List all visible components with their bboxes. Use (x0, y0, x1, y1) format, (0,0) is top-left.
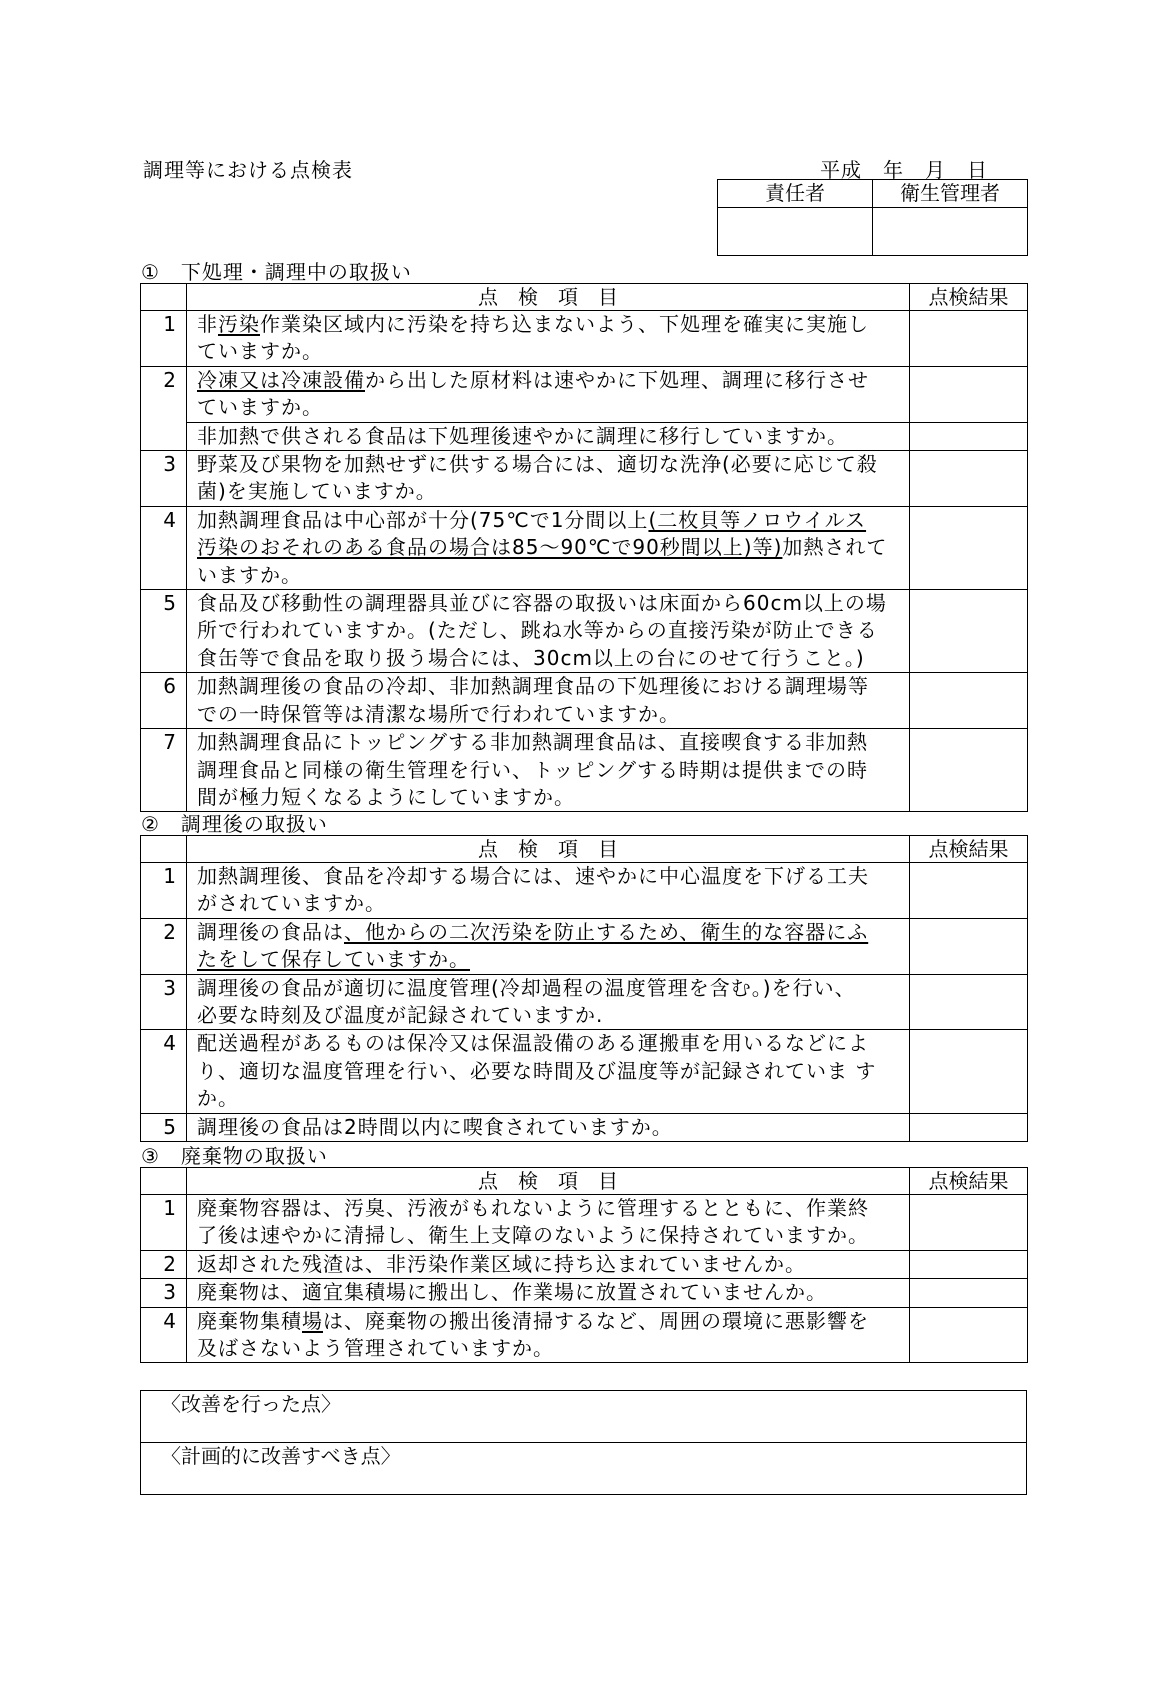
text-segment: 加熱調理食品にトッピングする非加熱調理食品は、直接喫食する非加熱 (197, 730, 868, 755)
result-cell[interactable] (910, 451, 1028, 507)
item-number: 2 (141, 1250, 187, 1278)
text-line (197, 1058, 909, 1085)
table-row (141, 422, 1028, 450)
text-segment: り、適切な温度管理を行い、必要な時間及び温度等が記録されていま す (197, 1058, 877, 1083)
hygiene-manager-header: 衛生管理者 (873, 180, 1028, 208)
table-row (141, 1030, 1028, 1113)
underlined-text: 汚染 (218, 312, 260, 336)
text-line (197, 1308, 909, 1335)
text-line (197, 890, 909, 917)
item-number: 1 (141, 1195, 187, 1251)
item-number: 3 (141, 1279, 187, 1307)
check-item-text (187, 729, 910, 812)
text-line (197, 394, 909, 421)
check-item-text (187, 506, 910, 589)
underlined-text: (二枚貝等ノロウイルス (648, 507, 867, 532)
text-segment: 加熱調理後の食品の冷却、非加熱調理食品の下処理後における調理場等 (197, 674, 869, 699)
text-line (197, 534, 909, 561)
improved-points-cell[interactable] (141, 1391, 1027, 1443)
check-item-text (187, 974, 910, 1030)
check-item-text (187, 1030, 910, 1113)
underlined-text: 冷凍又は冷凍設備 (197, 367, 365, 392)
page-title: 調理等における点検表 (143, 158, 353, 182)
item-number: 2 (141, 918, 187, 974)
result-cell[interactable] (910, 1113, 1028, 1141)
result-cell[interactable] (910, 974, 1028, 1030)
underlined-text: 汚染のおそれのある食品の場合は85～90℃で90秒間以上)等) (197, 535, 783, 560)
text-line (197, 1222, 909, 1249)
text-line (197, 562, 909, 589)
responsible-header: 責任者 (718, 180, 873, 208)
text-line (197, 1002, 909, 1029)
text-segment: 廃棄物容器は、汚臭、汚液がもれないように管理するとともに、作業終 (197, 1196, 869, 1220)
table-row (141, 918, 1028, 974)
table-row (141, 974, 1028, 1030)
text-segment: 食缶等で食品を取り扱う場合には、30cm以上の台にのせて行うこと。) (197, 645, 865, 670)
section-label: ③ 廃棄物の取扱い (141, 1144, 328, 1168)
text-line (197, 1279, 909, 1306)
text-segment: がされていますか。 (197, 891, 386, 916)
text-line (197, 367, 909, 394)
item-number: 1 (141, 863, 187, 919)
text-segment: 食品及び移動性の調理器具並びに容器の取扱いは床面から60cm以上の場 (197, 591, 887, 616)
underlined-text: 、他からの二次汚染を防止するため、衛生的な容器にふ (344, 919, 869, 944)
date-line: 平成 年 月 日 (820, 158, 988, 182)
text-segment: 調理後の食品は2時間以内に喫食されていますか。 (197, 1114, 673, 1139)
text-line (197, 451, 909, 478)
item-header: 点 検 項 目 (187, 284, 910, 311)
text-line (197, 590, 909, 617)
item-number: 4 (141, 506, 187, 589)
table-row (141, 1279, 1028, 1307)
check-item-text (187, 1250, 910, 1278)
result-cell[interactable] (910, 673, 1028, 729)
text-line (197, 673, 909, 700)
text-line (197, 507, 909, 534)
result-cell[interactable] (910, 590, 1028, 673)
text-segment: 配送過程があるものは保冷又は保温設備のある運搬車を用いるなどによ (197, 1031, 869, 1056)
text-line (197, 863, 909, 890)
underlined-text: 場 (302, 1308, 323, 1333)
table-row (141, 311, 1028, 367)
result-header: 点検結果 (910, 1168, 1028, 1195)
number-header (141, 1168, 187, 1195)
item-header: 点 検 項 目 (187, 1168, 910, 1195)
signoff-table (717, 179, 1028, 256)
text-line (197, 478, 909, 505)
item-number: 6 (141, 673, 187, 729)
check-item-text (187, 366, 910, 422)
text-segment: ていますか。 (197, 339, 323, 364)
checklist-table (140, 835, 1028, 1142)
text-line (197, 1030, 909, 1057)
text-line (197, 757, 909, 784)
item-number: 1 (141, 311, 187, 367)
check-item-text (187, 863, 910, 919)
item-number: 4 (141, 1307, 187, 1363)
text-segment: 調理後の食品は (197, 919, 344, 944)
text-line (197, 311, 909, 338)
text-segment: での一時保管等は清潔な場所で行われていますか。 (197, 701, 680, 726)
planned-improvements-label: 〈計画的に改善すべき点〉 (161, 1444, 401, 1468)
table-header-row (141, 836, 1028, 863)
text-line (197, 975, 909, 1002)
text-segment: か。 (197, 1086, 239, 1111)
result-cell[interactable] (910, 311, 1028, 367)
result-cell[interactable] (910, 422, 1028, 450)
text-segment: 廃棄物集積 (197, 1308, 302, 1333)
table-header-row (141, 1168, 1028, 1195)
result-cell[interactable] (910, 1279, 1028, 1307)
checklist-table (140, 283, 1028, 812)
number-header (141, 284, 187, 311)
text-segment: 所で行われていますか。(ただし、跳ね水等からの直接汚染が防止できる (197, 618, 878, 643)
text-line (197, 645, 909, 672)
item-header: 点 検 項 目 (187, 836, 910, 863)
table-row (141, 1307, 1028, 1363)
text-line (197, 701, 909, 728)
text-segment: 加熱調理食品は中心部が十分(75℃で1分間以上 (197, 507, 649, 532)
text-segment: 非 (197, 312, 218, 336)
result-header: 点検結果 (910, 836, 1028, 863)
item-number: 4 (141, 1030, 187, 1113)
section-label: ① 下処理・調理中の取扱い (141, 260, 412, 284)
text-segment: 加熱されて (782, 535, 888, 560)
text-segment: 廃棄物は、適宜集積場に搬出し、作業場に放置されていませんか。 (197, 1280, 827, 1305)
text-segment: は、廃棄物の搬出後清掃するなど、周囲の環境に悪影響を (323, 1308, 869, 1333)
text-line (197, 1251, 909, 1278)
text-segment: 返却された残渣は、非汚染作業区域に持ち込まれていませんか。 (197, 1251, 806, 1276)
check-item-text (187, 311, 910, 367)
result-cell[interactable] (910, 918, 1028, 974)
text-segment: 野菜及び果物を加熱せずに供する場合には、適切な洗浄(必要に応じて殺 (197, 452, 878, 477)
result-cell[interactable] (910, 1250, 1028, 1278)
checklist-table (140, 1167, 1028, 1363)
check-item-text (187, 1195, 910, 1251)
text-segment: 調理後の食品が適切に温度管理(冷却過程の温度管理を含む。)を行い、 (197, 975, 856, 1000)
table-row (141, 1195, 1028, 1251)
hygiene-manager-signature-cell[interactable] (873, 208, 1028, 256)
item-number: 5 (141, 590, 187, 673)
table-row (141, 451, 1028, 507)
text-line (197, 1114, 909, 1141)
check-item-text (187, 590, 910, 673)
check-item-text (187, 673, 910, 729)
check-item-text (187, 1307, 910, 1363)
table-row (141, 863, 1028, 919)
text-segment: 必要な時刻及び温度が記録されていますか. (197, 1003, 604, 1028)
text-line (197, 617, 909, 644)
item-number: 3 (141, 974, 187, 1030)
text-line (197, 919, 909, 946)
improved-points-label: 〈改善を行った点〉 (161, 1392, 341, 1416)
text-segment: ていますか。 (197, 395, 323, 420)
underlined-text: たをして保存していますか。 (197, 947, 470, 972)
result-cell[interactable] (910, 366, 1028, 422)
number-header (141, 836, 187, 863)
text-segment: 間が極力短くなるようにしていますか。 (197, 784, 575, 809)
item-number: 3 (141, 451, 187, 507)
table-row (141, 506, 1028, 589)
text-segment: から出した原材料は速やかに下処理、調理に移行させ (365, 367, 869, 392)
text-segment: 加熱調理後、食品を冷却する場合には、速やかに中心温度を下げる工夫 (197, 864, 869, 888)
text-line (197, 1335, 909, 1362)
text-line (197, 946, 909, 973)
result-cell[interactable] (910, 1307, 1028, 1363)
text-segment: いますか。 (197, 562, 302, 587)
check-item-text (187, 451, 910, 507)
check-item-text (187, 918, 910, 974)
text-line (197, 1195, 909, 1222)
table-row (141, 1250, 1028, 1278)
text-line (197, 1085, 909, 1112)
result-cell[interactable] (910, 1030, 1028, 1113)
check-item-text (187, 1113, 910, 1141)
table-row (141, 1113, 1028, 1141)
text-line (197, 729, 909, 756)
text-line (197, 423, 909, 450)
table-row (141, 673, 1028, 729)
result-cell[interactable] (910, 1195, 1028, 1251)
item-number: 7 (141, 729, 187, 812)
result-cell[interactable] (910, 506, 1028, 589)
check-item-text (187, 422, 910, 450)
text-segment: 作業染区域内に汚染を持ち込まないよう、下処理を確実に実施し (260, 312, 869, 336)
result-header: 点検結果 (910, 284, 1028, 311)
table-row (141, 590, 1028, 673)
check-item-text (187, 1279, 910, 1307)
table-header-row (141, 284, 1028, 311)
item-number: 5 (141, 1113, 187, 1141)
result-cell[interactable] (910, 863, 1028, 919)
text-segment: 非加熱で供される食品は下処理後速やかに調理に移行していますか。 (197, 423, 848, 448)
text-segment: 了後は速やかに清掃し、衛生上支障のないように保持されていますか。 (197, 1223, 869, 1248)
text-line (197, 338, 909, 365)
text-segment: 及ばさないよう管理されていますか。 (197, 1336, 554, 1361)
result-cell[interactable] (910, 729, 1028, 812)
item-number: 2 (141, 366, 187, 450)
planned-improvements-cell[interactable] (141, 1443, 1027, 1495)
table-row (141, 729, 1028, 812)
notes-table (140, 1390, 1027, 1495)
text-segment: 調理食品と同様の衛生管理を行い、トッピングする時期は提供までの時 (197, 757, 868, 782)
text-segment: 菌)を実施していますか。 (197, 479, 437, 504)
table-row (141, 366, 1028, 422)
responsible-signature-cell[interactable] (718, 208, 873, 256)
section-label: ② 調理後の取扱い (141, 812, 328, 836)
